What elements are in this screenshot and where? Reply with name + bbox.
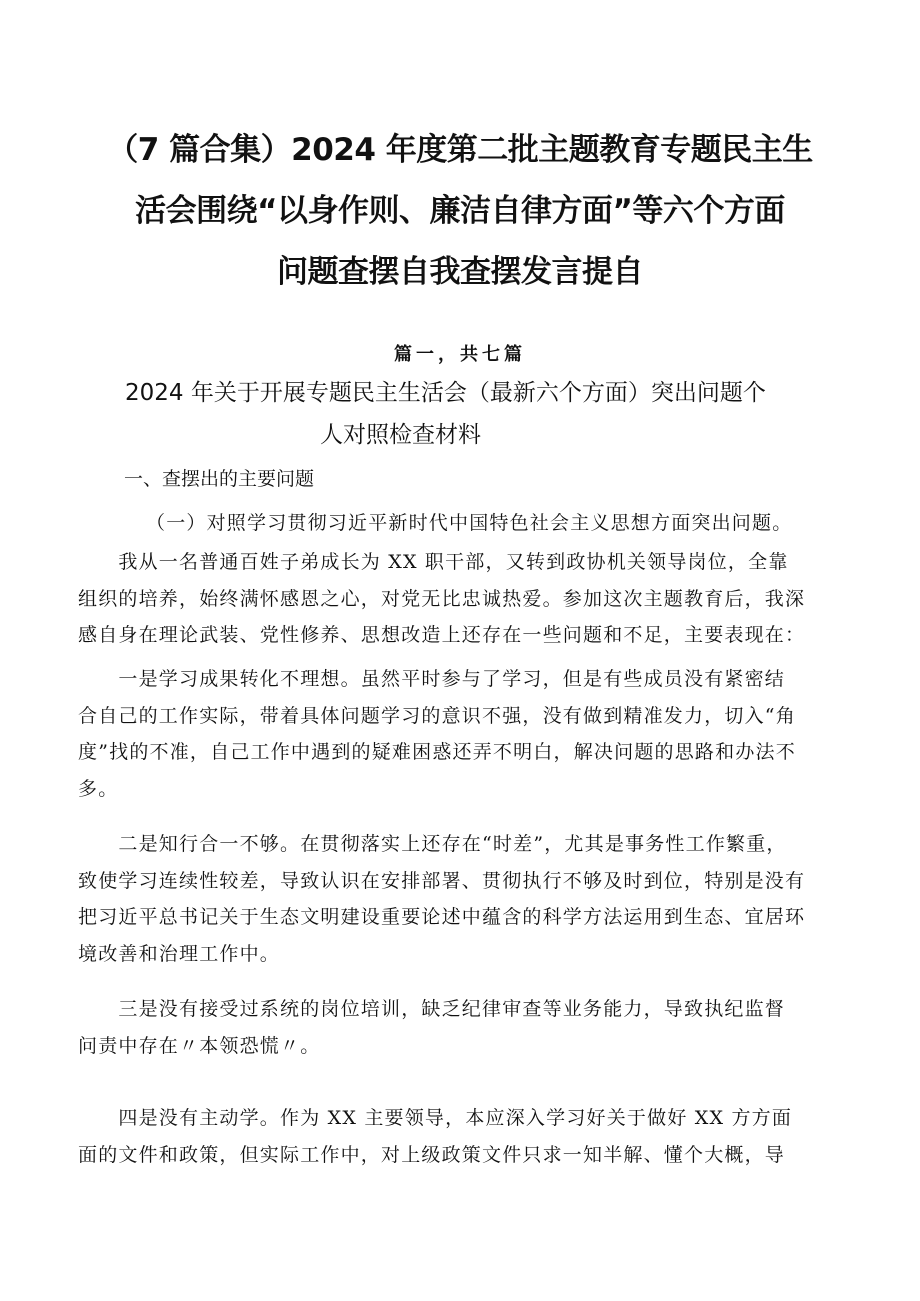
subsection-line: （一）对照学习贯彻习近平新时代中国特色社会主义思想方面突出问题。 (146, 512, 793, 534)
section-heading: 一、查摆出的主要问题 (124, 468, 315, 490)
paragraph-line: 面的文件和政策，但实际工作中，对上级政策文件只求一知半解、懂个大概，导 (78, 1143, 786, 1166)
part-label: 篇一，共七篇 (394, 344, 526, 365)
paragraph-line: 二是知行合一不够。在贯彻落实上还存在“时差”，尤其是事务性工作繁重， (78, 833, 787, 855)
paragraph-1 (78, 544, 858, 654)
paragraph-line: 四是没有主动学。作为 XX 主要领导，本应深入学习好关于做好 XX 方方面 (78, 1107, 793, 1129)
paragraph-line: 组织的培养，始终满怀感恩之心，对党无比忠诚热爱。参加这次主题教育后，我深 (78, 587, 806, 610)
paragraph-2 (78, 661, 858, 807)
paragraph-line: 把习近平总书记关于生态文明建设重要论述中蕴含的科学方法运用到生态、宜居环 (78, 906, 806, 928)
paragraph-line: 致使学习连续性较差，导致认识在安排部署、贯彻执行不够及时到位，特别是没有 (78, 869, 806, 892)
subtitle-line-1: 2024 年关于开展专题民主生活会（最新六个方面）突出问题个 (125, 380, 766, 406)
paragraph-line: 合自己的工作实际，带着具体问题学习的意识不强，没有做到精准发力，切入“角 (78, 704, 796, 727)
paragraph-line: 问责中存在〃本领恐慌〃。 (78, 1034, 321, 1057)
subsection-heading (78, 505, 858, 542)
paragraph-line: 境改善和治理工作中。 (78, 942, 281, 965)
article-title (125, 372, 845, 456)
paragraph-4 (78, 991, 858, 1064)
paragraph-line: 三是没有接受过系统的岗位培训，缺乏纪律审查等业务能力，导致执纪监督 (78, 998, 786, 1020)
paragraph-line: 一是学习成果转化不理想。虽然平时参与了学习，但是有些成员没有紧密结 (78, 668, 786, 690)
paragraph-3 (78, 826, 858, 972)
paragraph-line: 多。 (78, 777, 119, 800)
paragraph-line: 度”找的不准，自己工作中遇到的疑难困惑还弄不明白，解决问题的思路和办法不 (78, 741, 796, 763)
subtitle-line-2: 人对照检查材料 (320, 422, 481, 448)
paragraph-line: 我从一名普通百姓子弟成长为 XX 职干部，又转到政协机关领导岗位，全靠 (78, 551, 789, 573)
paragraph-line: 感自身在理论武装、党性修养、思想改造上还存在一些问题和不足，主要表现在： (78, 624, 806, 646)
title-line-3: 问题查摆自我查摆发言提自 (277, 254, 643, 290)
title-line-1: （7 篇合集）2024 年度第二批主题教育专题民主生 (107, 132, 813, 168)
paragraph-5 (78, 1100, 858, 1173)
document-title (100, 120, 820, 303)
title-line-2: 活会围绕“以身作则、廉洁自律方面”等六个方面 (135, 193, 785, 229)
